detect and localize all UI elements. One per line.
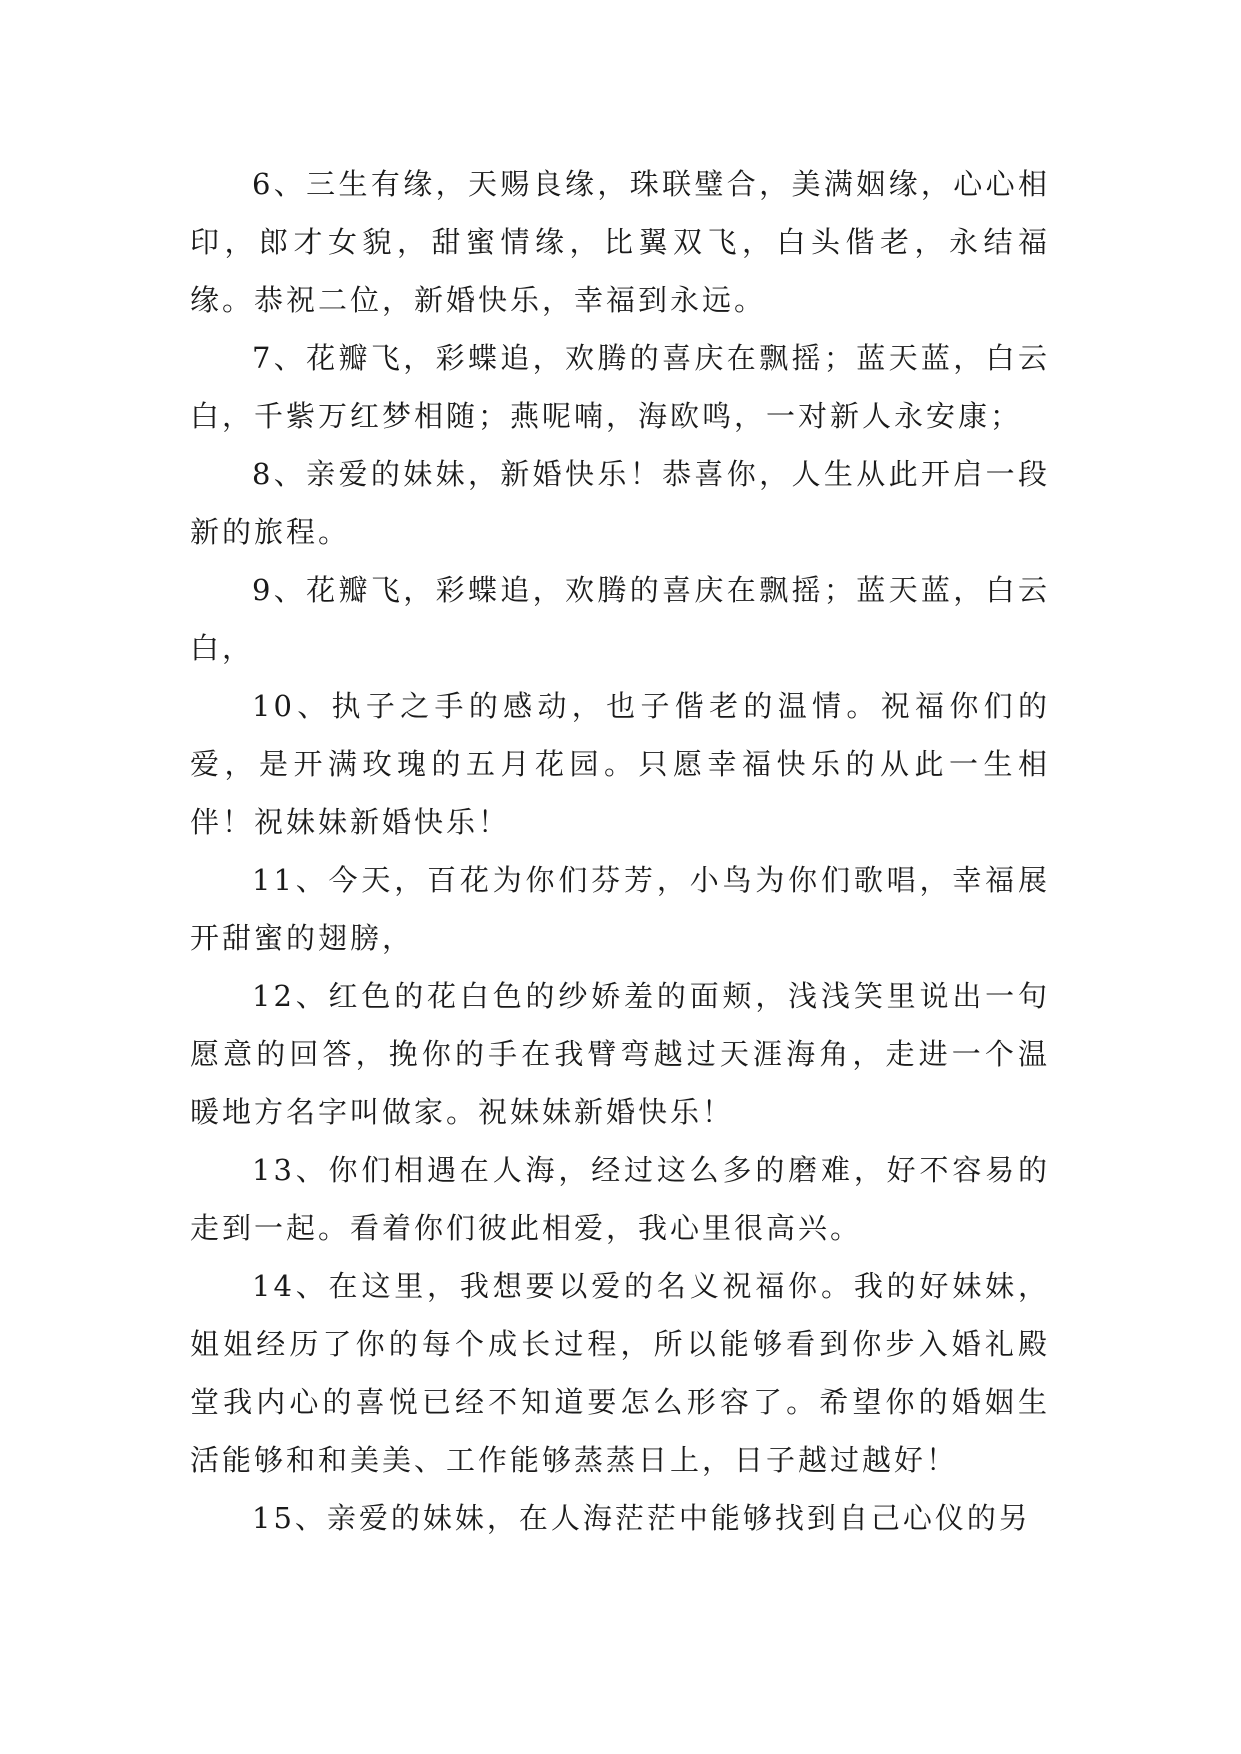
- paragraph-8: 8、亲爱的妹妹，新婚快乐！恭喜你，人生从此开启一段新的旅程。: [190, 457, 1050, 549]
- document-body: [190, 155, 1050, 1547]
- paragraph-14: 14、在这里，我想要以爱的名义祝福你。我的好妹妹，姐姐经历了你的每个成长过程，所以能够看到你步入婚礼殿堂我内心的喜悦已经不知道要怎么形容了。希望你的婚姻生活能够和和美美、工作能够蒸蒸日上，日子越过越好！: [190, 1269, 1050, 1477]
- paragraph-7: 7、花瓣飞，彩蝶追，欢腾的喜庆在飘摇；蓝天蓝，白云白，千紫万红梦相随；燕呢喃，海欧鸣，一对新人永安康；: [190, 341, 1050, 433]
- paragraph-10: 10、执子之手的感动，也子偕老的温情。祝福你们的爱，是开满玫瑰的五月花园。只愿幸福快乐的从此一生相伴！祝妹妹新婚快乐！: [190, 689, 1050, 839]
- paragraph-6: 6、三生有缘，天赐良缘，珠联璧合，美满姻缘，心心相印，郎才女貌，甜蜜情缘，比翼双飞，白头偕老，永结福缘。恭祝二位，新婚快乐，幸福到永远。: [190, 167, 1050, 317]
- paragraph-15: 15、亲爱的妹妹，在人海茫茫中能够找到自己心仪的另: [252, 1501, 1031, 1535]
- paragraph-9: 9、花瓣飞，彩蝶追，欢腾的喜庆在飘摇；蓝天蓝，白云白，: [190, 573, 1050, 665]
- paragraph-13: 13、你们相遇在人海，经过这么多的磨难，好不容易的走到一起。看着你们彼此相爱，我心里很高兴。: [190, 1153, 1050, 1245]
- paragraph-11: 11、今天，百花为你们芬芳，小鸟为你们歌唱，幸福展开甜蜜的翅膀，: [190, 863, 1050, 955]
- paragraph-12: 12、红色的花白色的纱娇羞的面颊，浅浅笑里说出一句愿意的回答，挽你的手在我臂弯越过天涯海角，走进一个温暖地方名字叫做家。祝妹妹新婚快乐！: [190, 979, 1050, 1129]
